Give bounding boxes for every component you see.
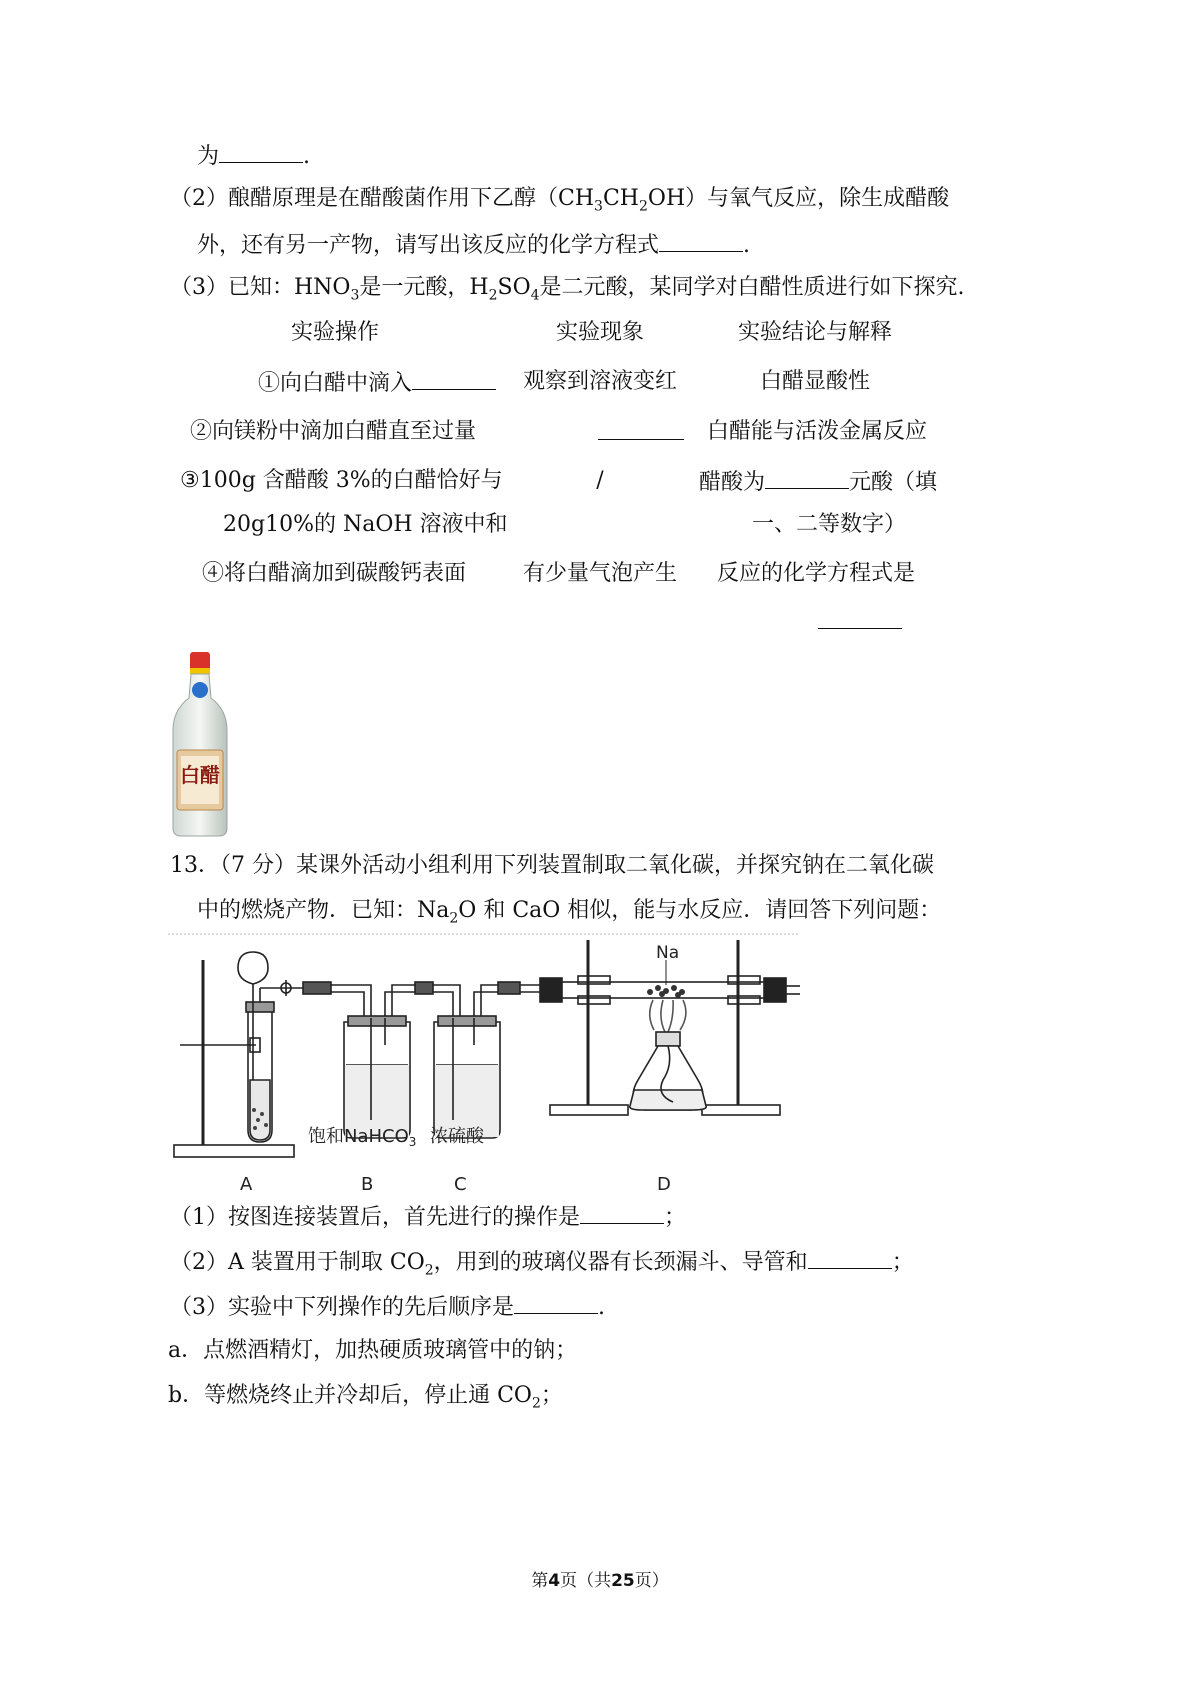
c-reagent-label: 浓硫酸 xyxy=(430,1126,484,1147)
q12-part3-line: （3）已知：$HNO_3$是一元酸，$H_2SO_4$是二元酸，某同学对白醋性质进行如下探究. xyxy=(170,275,965,304)
label-b: B xyxy=(361,1174,374,1195)
answer-blank[interactable] xyxy=(580,1201,664,1224)
answer-blank[interactable] xyxy=(514,1291,598,1314)
apparatus-diagram xyxy=(168,930,808,1200)
label-c: C xyxy=(454,1174,467,1195)
apparatus-d xyxy=(540,940,800,1115)
table-r2-operation: ②向镁粉中滴加白醋直至过量 xyxy=(190,419,477,444)
table-r4-operation: ④将白醋滴加到碳酸钙表面 xyxy=(202,561,467,586)
q12-part2-line1: （2）酿醋原理是在醋酸菌作用下乙醇$(CH_3CH_2OH)$与氧气反应，除生成醋酸 xyxy=(170,186,950,215)
answer-blank[interactable] xyxy=(219,140,303,163)
answer-blank[interactable] xyxy=(659,229,743,252)
table-r3-operation-line1: ③100g 含醋酸 3%的白醋恰好与 xyxy=(180,468,503,493)
bottle-label-text: 白醋 xyxy=(180,763,220,787)
q13-sub3: （3）实验中下列操作的先后顺序是 . xyxy=(170,1291,605,1323)
table-r1-conclusion: 白醋显酸性 xyxy=(759,369,870,394)
table-r4-blank-line xyxy=(818,606,902,638)
table-r3-conclusion-line1: 醋酸为 元酸（填 xyxy=(699,466,937,498)
table-r1-operation: ①向白醋中滴入 xyxy=(258,367,496,399)
table-header-conclusion: 实验结论与解释 xyxy=(737,320,892,345)
table-r3-phenomenon: / xyxy=(596,468,604,493)
table-header-phenomenon: 实验现象 xyxy=(555,320,644,345)
q12-part2-line2: 外，还有另一产物，请写出该反应的化学方程式 . xyxy=(197,229,750,261)
q13-intro-line2: 中的燃烧产物．已知：$Na_2O$ 和 CaO 相似，能与水反应．请回答下列问题： xyxy=(197,898,942,927)
na-label: Na xyxy=(656,943,680,963)
q12-line0: 为 . xyxy=(197,140,310,172)
label-a: A xyxy=(240,1174,253,1195)
q13-option-a: a．点燃酒精灯，加热硬质玻璃管中的钠； xyxy=(168,1338,578,1363)
table-r2-phenomenon xyxy=(598,417,684,449)
page-footer: 第4页（共25页） xyxy=(531,1571,669,1591)
label-d: D xyxy=(657,1174,671,1195)
apparatus-c xyxy=(434,1016,500,1138)
table-header-operation: 实验操作 xyxy=(290,320,379,345)
q13-sub1: （1）按图连接装置后，首先进行的操作是 ； xyxy=(170,1201,686,1233)
apparatus-b xyxy=(344,1016,410,1138)
connecting-tubes xyxy=(303,982,540,1018)
table-r4-conclusion: 反应的化学方程式是 xyxy=(717,561,916,586)
answer-blank[interactable] xyxy=(765,466,849,489)
q13-sub2: （2）A 装置用于制取 $CO_2$，用到的玻璃仪器有长颈漏斗、导管和 ； xyxy=(170,1246,914,1278)
apparatus-a xyxy=(174,952,303,1157)
table-r4-phenomenon: 有少量气泡产生 xyxy=(522,561,677,586)
table-r1-phenomenon: 观察到溶液变红 xyxy=(522,369,677,394)
answer-blank[interactable] xyxy=(598,417,684,440)
answer-blank[interactable] xyxy=(412,367,496,390)
b-reagent-label: 饱和NaHCO$_3$ xyxy=(308,1126,417,1149)
q13-intro-line1: 13．（7 分）某课外活动小组利用下列装置制取二氧化碳，并探究钠在二氧化碳 xyxy=(170,853,934,878)
table-r2-conclusion: 白醋能与活泼金属反应 xyxy=(707,419,928,444)
table-r3-operation-line2: 20g10%的 NaOH 溶液中和 xyxy=(223,512,508,537)
answer-blank[interactable] xyxy=(818,606,902,629)
answer-blank[interactable] xyxy=(808,1246,892,1269)
table-r3-conclusion-line2: 一、二等数字） xyxy=(752,512,907,537)
vinegar-bottle-image xyxy=(165,650,235,840)
q13-option-b: b．等燃烧终止并冷却后，停止通 $CO_2$； xyxy=(168,1383,563,1412)
